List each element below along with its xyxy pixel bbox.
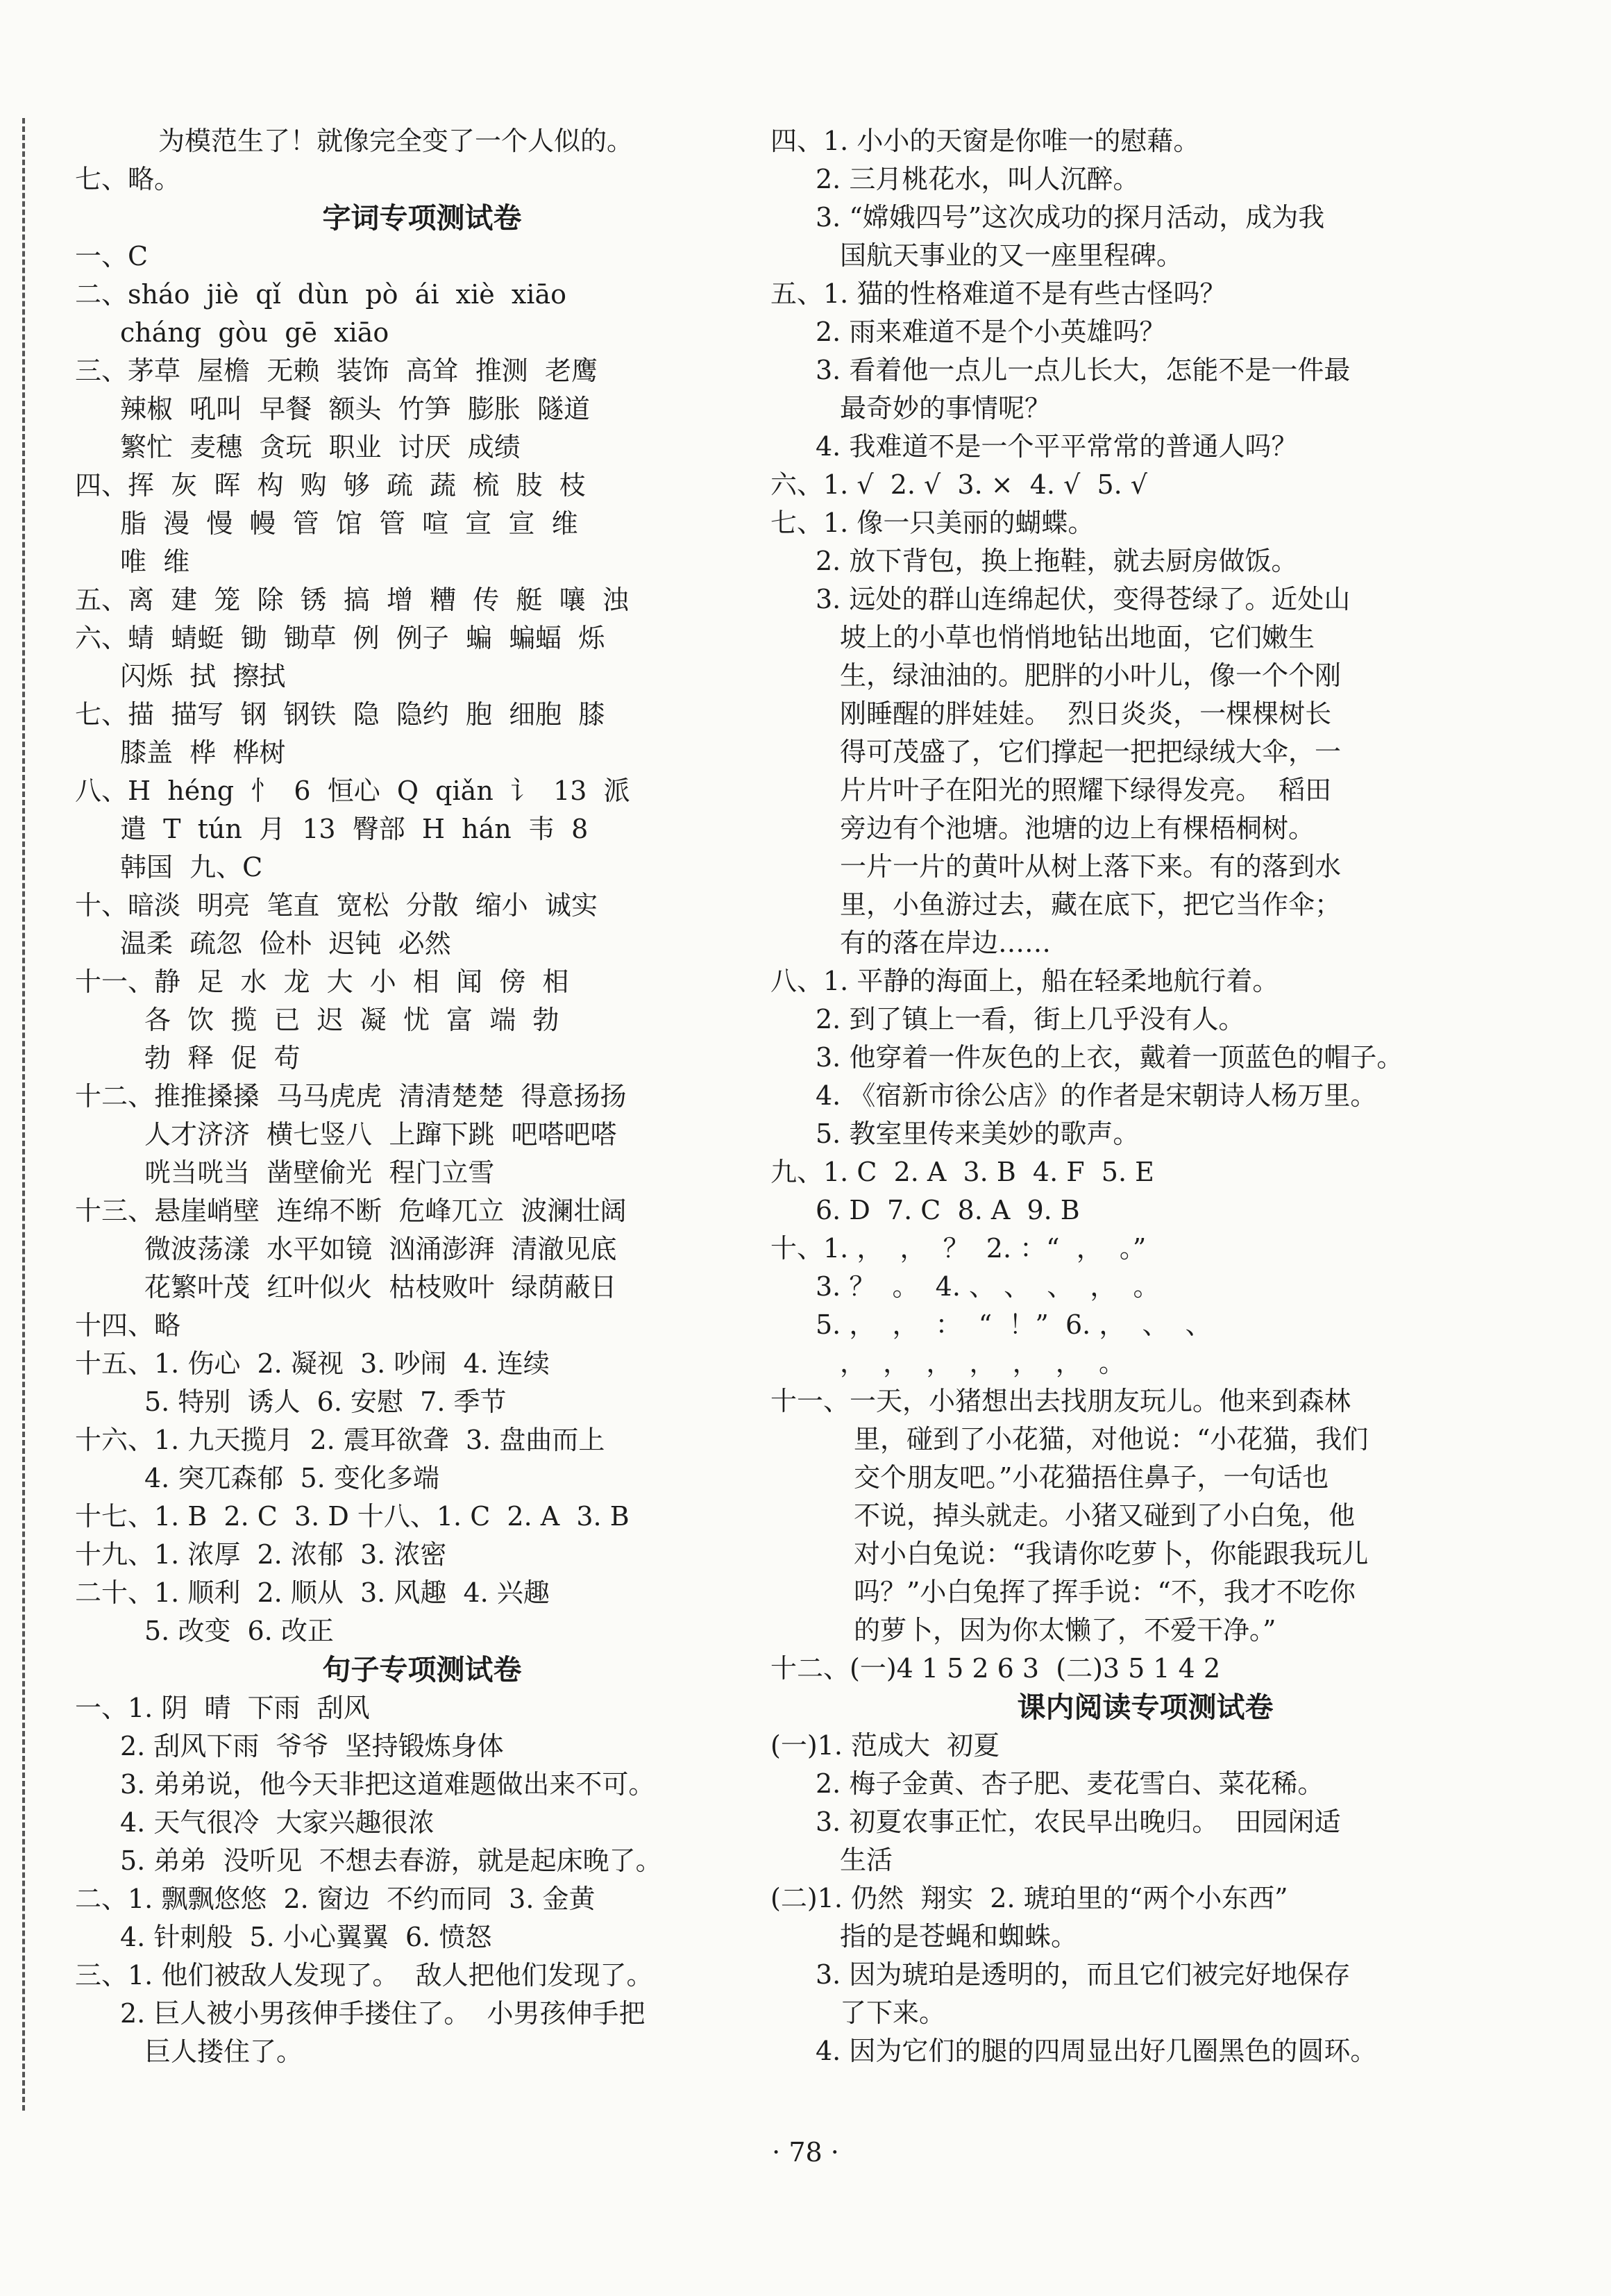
answer-line: 十七、1. B 2. C 3. D 十八、1. C 2. A 3. B — [75, 1501, 630, 1532]
answer-line: 2. 到了镇上一看，街上几乎没有人。 — [816, 1004, 1245, 1034]
answer-line: 4. 突兀森郁 5. 变化多端 — [144, 1463, 439, 1493]
answer-line: 七、描 描写 钢 钢铁 隐 隐约 胞 细胞 膝 — [75, 699, 605, 730]
answer-line: 八、1. 平静的海面上，船在轻柔地航行着。 — [770, 966, 1279, 996]
answer-line: 6. D 7. C 8. A 9. B — [816, 1195, 1080, 1225]
answer-line: 一、1. 阴 晴 下雨 刮风 — [75, 1693, 370, 1723]
answer-line: 为模范生了！就像完全变了一个人似的。 — [158, 126, 634, 156]
answer-line: 生活 — [840, 1845, 893, 1875]
answer-line: 里，碰到了小花猫，对他说：“小花猫，我们 — [854, 1424, 1369, 1455]
answer-line: 旁边有个池塘。池塘的边上有棵梧桐树。 — [840, 813, 1315, 844]
answer-line: 有的落在岸边…… — [840, 928, 1052, 958]
answer-line: 咣当咣当 凿壁偷光 程门立雪 — [144, 1157, 495, 1188]
answer-line: 六、1. √ 2. √ 3. × 4. √ 5. √ — [770, 469, 1148, 500]
answer-line: 韩国 九、C — [120, 852, 263, 882]
answer-line: 刚睡醒的胖娃娃。 烈日炎炎，一棵棵树长 — [840, 698, 1332, 729]
answer-line: 4. 我难道不是一个平平常常的普通人吗？ — [816, 431, 1298, 462]
answer-line: 繁忙 麦穗 贪玩 职业 讨厌 成绩 — [120, 432, 521, 462]
answer-line: 脂 漫 慢 幔 管 馆 管 喧 宣 宣 维 — [120, 508, 578, 539]
answer-line: 2. 放下背包，换上拖鞋，就去厨房做饭。 — [816, 546, 1298, 576]
answer-line: 十一、静 足 水 龙 大 小 相 闻 傍 相 — [75, 966, 569, 997]
answer-line: 了下来。 — [840, 1997, 946, 2028]
answer-line: 四、挥 灰 晖 构 购 够 疏 蔬 梳 肢 枝 — [75, 470, 586, 501]
answer-line: 十三、悬崖峭壁 连绵不断 危峰兀立 波澜壮阔 — [75, 1196, 627, 1226]
answer-line: 2. 刮风下雨 爷爷 坚持锻炼身体 — [120, 1731, 504, 1761]
answer-line: 十二、(一)4 1 5 2 6 3 (二)3 5 1 4 2 — [770, 1653, 1221, 1684]
answer-line: 十九、1. 浓厚 2. 浓郁 3. 浓密 — [75, 1539, 447, 1570]
section-title: 句子专项测试卷 — [322, 1653, 522, 1686]
answer-line: 3. 远处的群山连绵起伏，变得苍绿了。近处山 — [816, 584, 1351, 614]
answer-line: 勃 释 促 苟 — [144, 1043, 301, 1073]
answer-line: 十、暗淡 明亮 笔直 宽松 分散 缩小 诚实 — [75, 890, 598, 921]
answer-line: 5. ， ， ： “ ！” 6. ， 、 、 — [816, 1309, 1212, 1340]
answer-line: 唯 维 — [120, 546, 190, 577]
right-column — [770, 122, 1520, 2070]
answer-line: 交个朋友吧。”小花猫捂住鼻子，一句话也 — [854, 1462, 1329, 1493]
answer-line: 5. 弟弟 没听见 不想去春游，就是起床晚了。 — [120, 1845, 662, 1876]
answer-line: 七、1. 像一只美丽的蝴蝶。 — [770, 508, 1095, 538]
answer-line: 五、1. 猫的性格难道不是有些古怪吗？ — [770, 278, 1226, 309]
answer-line: 三、茅草 屋檐 无赖 装饰 高耸 推测 老鹰 — [75, 355, 598, 386]
answer-line: 不说，掉头就走。小猪又碰到了小白兔，他 — [854, 1500, 1356, 1531]
answer-line: 4. 《宿新市徐公店》的作者是宋朝诗人杨万里。 — [816, 1080, 1377, 1111]
section-title: 课内阅读专项测试卷 — [1017, 1691, 1274, 1724]
answer-line: 二十、1. 顺利 2. 顺从 3. 风趣 4. 兴趣 — [75, 1577, 550, 1608]
binding-dashed-line — [22, 118, 25, 2111]
page-number: · 78 · — [772, 2137, 839, 2168]
answer-line: 坡上的小草也悄悄地钻出地面，它们嫩生 — [840, 622, 1315, 653]
answer-line: 膝盖 桦 桦树 — [120, 737, 286, 768]
answer-line: 5. 教室里传来美妙的歌声。 — [816, 1118, 1140, 1149]
answer-line: 温柔 疏忽 俭朴 迟钝 必然 — [120, 928, 451, 959]
answer-line: 4. 天气很冷 大家兴趣很浓 — [120, 1807, 435, 1838]
answer-line: 三、1. 他们被敌人发现了。 敌人把他们发现了。 — [75, 1960, 653, 1991]
answer-line: cháng gòu gē xiāo — [120, 317, 389, 348]
answer-line: 得可茂盛了，它们撑起一把把绿绒大伞，一 — [840, 737, 1342, 767]
answer-line: 指的是苍蝇和蜘蛛。 — [840, 1921, 1078, 1952]
answer-line: 辣椒 吼叫 早餐 额头 竹笋 膨胀 隧道 — [120, 394, 590, 424]
answer-line: 的萝卜，因为你太懒了，不爱干净。” — [854, 1615, 1276, 1645]
answer-line: 2. 雨来难道不是个小英雄吗？ — [816, 317, 1166, 347]
answer-line: (二)1. 仍然 翔实 2. 琥珀里的“两个小东西” — [770, 1883, 1288, 1913]
answer-line: 5. 特别 诱人 6. 安慰 7. 季节 — [144, 1386, 507, 1417]
answer-line: 四、1. 小小的天窗是你唯一的慰藉。 — [770, 126, 1200, 156]
answer-line: 巨人搂住了。 — [144, 2036, 303, 2067]
answer-line: 3. 弟弟说，他今天非把这道难题做出来不可。 — [120, 1769, 655, 1800]
answer-line: 4. 针刺般 5. 小心翼翼 6. 愤怒 — [120, 1922, 492, 1952]
answer-line: 微波荡漾 水平如镜 汹涌澎湃 清澈见底 — [144, 1234, 617, 1264]
section-title: 字词专项测试卷 — [322, 201, 522, 235]
answer-line: (一)1. 范成大 初夏 — [770, 1730, 1000, 1761]
left-column — [75, 122, 769, 2071]
answer-line: 各 饮 揽 已 迟 凝 忧 富 端 勃 — [144, 1005, 559, 1035]
answer-line: 生，绿油油的。肥胖的小叶儿，像一个个刚 — [840, 660, 1342, 691]
answer-line: 花繁叶茂 红叶似火 枯枝败叶 绿荫蔽日 — [144, 1272, 617, 1302]
answer-line: 十四、略 — [75, 1310, 181, 1341]
answer-line: 2. 三月桃花水，叫人沉醉。 — [816, 164, 1140, 194]
answer-line: 闪烁 拭 擦拭 — [120, 661, 286, 692]
answer-line: 2. 梅子金黄、杏子肥、麦花雪白、菜花稀。 — [816, 1768, 1324, 1799]
answer-line: 一、C — [75, 241, 149, 271]
answer-line: 片片叶子在阳光的照耀下绿得发亮。 稻田 — [840, 775, 1332, 805]
answer-line: 二、sháo jiè qǐ dùn pò ái xiè xiāo — [75, 279, 566, 310]
answer-line: 十、1. ， ， ？ 2. ：“ ， 。” — [770, 1233, 1147, 1264]
answer-line: 五、离 建 笼 除 锈 搞 增 糟 传 艇 嚷 浊 — [75, 585, 629, 615]
answer-line: 3. 初夏农事正忙，农民早出晚归。 田园闲适 — [816, 1807, 1341, 1837]
answer-line: 3. “嫦娥四号”这次成功的探月活动，成为我 — [816, 202, 1325, 233]
answer-line: 人才济济 横七竖八 上蹿下跳 吧嗒吧嗒 — [144, 1119, 617, 1150]
answer-line: 十五、1. 伤心 2. 凝视 3. 吵闹 4. 连续 — [75, 1348, 550, 1379]
answer-line: 八、H héng 忄 6 恒心 Q qiǎn 讠 13 派 — [75, 776, 630, 806]
answer-line: 3. 看着他一点儿一点儿长大，怎能不是一件最 — [816, 355, 1351, 385]
answer-line: 3. 他穿着一件灰色的上衣，戴着一顶蓝色的帽子。 — [816, 1042, 1403, 1073]
answer-line: 吗？”小白兔挥了挥手说：“不，我才不吃你 — [854, 1577, 1356, 1607]
answer-line: 七、略。 — [75, 164, 181, 194]
answer-line: 里，小鱼游过去，藏在底下，把它当作伞； — [840, 889, 1342, 920]
answer-line: 3. 因为琥珀是透明的，而且它们被完好地保存 — [816, 1959, 1351, 1990]
answer-line: 十六、1. 九天揽月 2. 震耳欲聋 3. 盘曲而上 — [75, 1425, 605, 1455]
answer-line: 最奇妙的事情呢？ — [840, 393, 1052, 424]
answer-line: 4. 因为它们的腿的四周显出好几圈黑色的圆环。 — [816, 2036, 1377, 2066]
answer-line: 国航天事业的又一座里程碑。 — [840, 240, 1183, 271]
answer-line: 六、蜻 蜻蜓 锄 锄草 例 例子 蝙 蝙蝠 烁 — [75, 623, 605, 653]
answer-line: 对小白兔说：“我请你吃萝卜，你能跟我玩儿 — [854, 1539, 1369, 1569]
answer-line: ， ， ， ， ， ， 。 — [840, 1348, 1125, 1378]
answer-line: 二、1. 飘飘悠悠 2. 窗边 不约而同 3. 金黄 — [75, 1884, 596, 1914]
answer-line: 遣 T tún 月 13 臀部 H hán 韦 8 — [120, 814, 589, 844]
answer-line: 十一、一天，小猪想出去找朋友玩儿。他来到森林 — [770, 1386, 1351, 1416]
answer-line: 十二、推推搡搡 马马虎虎 清清楚楚 得意扬扬 — [75, 1081, 627, 1112]
answer-line: 3. ？ 。 4. 、 、 、 ， 。 — [816, 1271, 1160, 1302]
answer-line: 一片一片的黄叶从树上落下来。有的落到水 — [840, 851, 1342, 882]
answer-line: 5. 改变 6. 改正 — [144, 1616, 334, 1646]
answer-line: 九、1. C 2. A 3. B 4. F 5. E — [770, 1157, 1154, 1187]
answer-line: 2. 巨人被小男孩伸手搂住了。 小男孩伸手把 — [120, 1998, 646, 2029]
